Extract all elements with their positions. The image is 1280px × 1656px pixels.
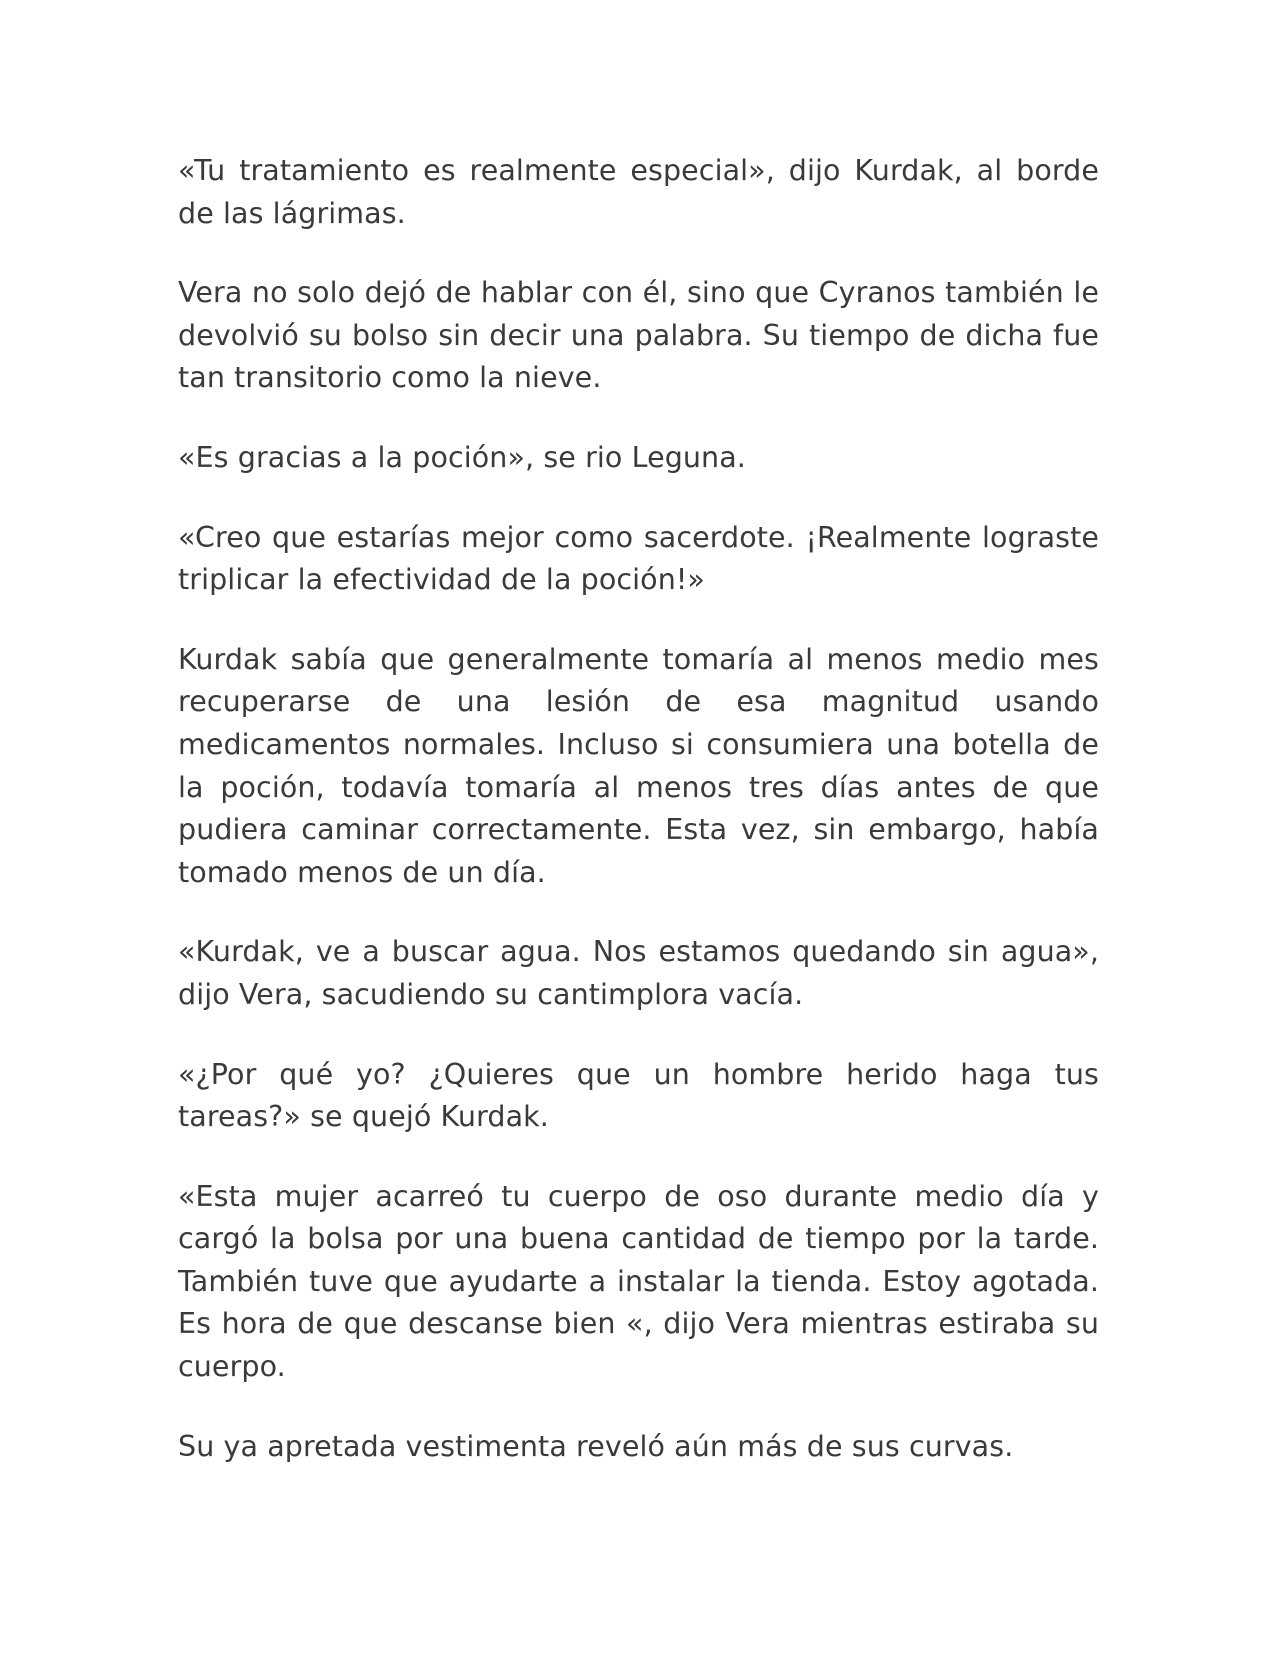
paragraph-1: «Tu tratamiento es realmente especial», dijo Kurdak, al borde de las lágrimas. [178,154,1099,230]
paragraph-4: «Creo que estarías mejor como sacerdote. ¡Realmente lograste triplicar la efectividad de la poción!» [178,520,1099,597]
paragraph-7: «¿Por qué yo? ¿Quieres que un hombre herido haga tus tareas?» se quejó Kurdak. [178,1057,1099,1134]
paragraph-9: Su ya apretada vestimenta reveló aún más de sus curvas. [178,1429,1014,1463]
document-page [178,150,1099,1505]
paragraph-3: «Es gracias a la poción», se rio Leguna. [178,440,746,474]
paragraph-2: Vera no solo dejó de hablar con él, sino que Cyranos también le devolvió su bolso sin decir una palabra. Su tiempo de dicha fue tan transitorio como la nieve. [178,276,1099,395]
paragraph-6: «Kurdak, ve a buscar agua. Nos estamos quedando sin agua», dijo Vera, sacudiendo su cantimplora vacía. [178,935,1099,1011]
paragraph-5: Kurdak sabía que generalmente tomaría al menos medio mes recuperarse de una lesión de esa magnitud usando medicamentos normales. Incluso si consumiera una botella de la poción, todavía tomaría al menos tres días antes de que pudiera caminar correctamente. Esta vez, sin embargo, había tomado menos de un día. [178,642,1099,889]
paragraph-8: «Esta mujer acarreó tu cuerpo de oso durante medio día y cargó la bolsa por una buena cantidad de tiempo por la tarde. También tuve que ayudarte a instalar la tienda. Estoy agotada. Es hora de que descanse bien «, dijo Vera mientras estiraba su cuerpo. [178,1179,1099,1384]
